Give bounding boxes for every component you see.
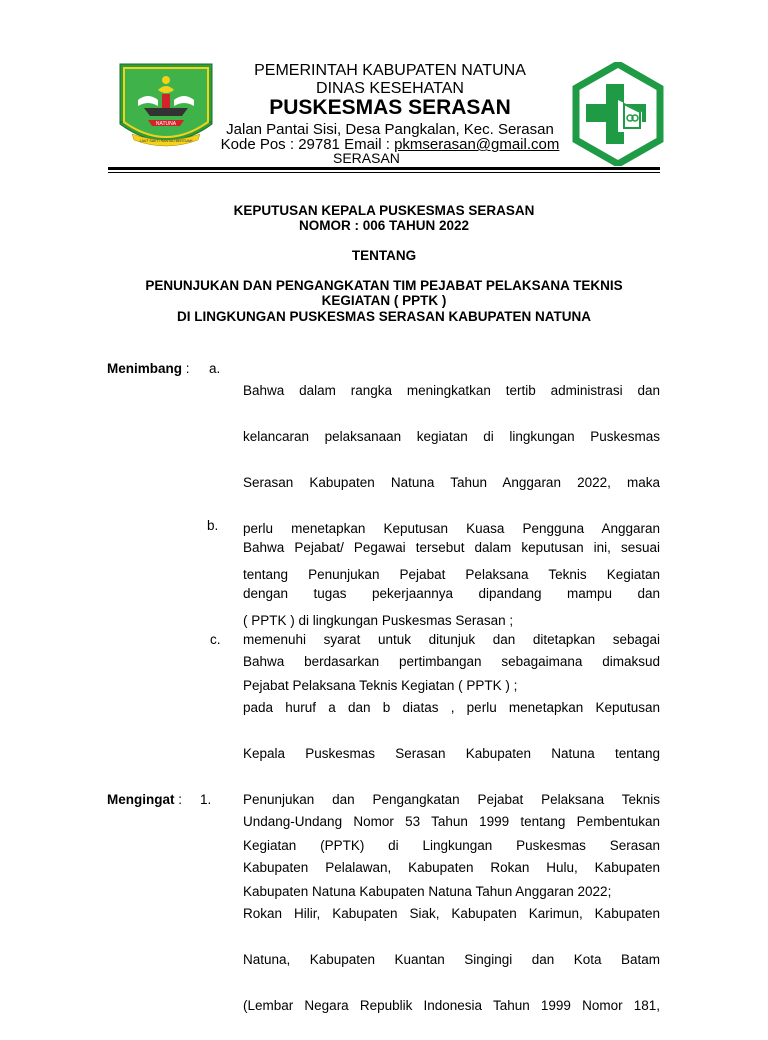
kabupaten-natuna-logo — [118, 62, 214, 154]
menimbang-item-c-marker: c. — [210, 632, 221, 647]
text-line: (Lembar Negara Republik Indonesia Tahun 1999 Nomor 181, — [243, 998, 660, 1013]
text-line: Undang-Undang Nomor 53 Tahun 1999 tentang Pembentukan — [243, 814, 660, 829]
text-line: memenuhi syarat untuk ditunjuk dan ditetapkan sebagai — [243, 632, 660, 647]
header-address: Jalan Pantai Sisi, Desa Pangkalan, Kec. Serasan — [226, 121, 554, 138]
header-divider-thin — [108, 172, 660, 173]
text-line: Pejabat Pelaksana Teknis Kegiatan ( PPTK ) ; — [243, 678, 518, 693]
header-divider-thick — [108, 167, 660, 170]
text-line: Bahwa Pejabat/ Pegawai tersebut dalam keputusan ini, sesuai — [243, 540, 660, 555]
text-line: tentang Penunjukan Pejabat Pelaksana Teknis Kegiatan — [243, 567, 660, 582]
puskesmas-cross-logo — [572, 62, 664, 166]
header-email-link[interactable]: pkmserasan@gmail.com — [394, 136, 560, 153]
header-location: SERASAN — [333, 150, 400, 166]
decree-number: NOMOR : 006 TAHUN 2022 — [298, 218, 470, 233]
header-department: DINAS KESEHATAN — [316, 80, 464, 97]
text-line: Kabupaten Pelalawan, Kabupaten Rokan Hulu, Kabupaten — [243, 860, 660, 875]
text-line: kelancaran pelaksanaan kegiatan di lingkungan Puskesmas — [243, 429, 660, 444]
decree-about-label: TENTANG — [351, 248, 417, 263]
text-line: Natuna, Kabupaten Kuantan Singingi dan Kota Batam — [243, 952, 660, 967]
menimbang-item-a-marker: a. — [209, 361, 221, 376]
text-line: Bahwa berdasarkan pertimbangan sebagaimana dimaksud — [243, 654, 660, 669]
text-line: dengan tugas pekerjaannya dipandang mampu dan — [243, 586, 660, 601]
mengingat-item-1-text — [243, 787, 660, 1040]
decree-title: KEPUTUSAN KEPALA PUSKESMAS SERASAN — [233, 203, 535, 218]
text-line: Penunjukan dan Pengangkatan Pejabat Pelaksana Teknis — [243, 792, 660, 807]
logo-left-text: NATUNA — [155, 121, 177, 127]
text-line: ( PPTK ) di lingkungan Puskesmas Serasan ; — [243, 613, 514, 628]
mengingat-item-1-marker: 1. — [200, 792, 212, 807]
text-line: Bahwa dalam rangka meningkatkan tertib administrasi dan — [243, 383, 660, 398]
text-line: Kabupaten Natuna Kabupaten Natuna Tahun Anggaran 2022; — [243, 884, 612, 899]
decree-subject-line1: PENUNJUKAN DAN PENGANGKATAN TIM PEJABAT PELAKSANA TEKNIS — [145, 278, 623, 293]
decree-subject-line2: KEGIATAN ( PPTK ) — [321, 293, 447, 308]
text-line: pada huruf a dan b diatas , perlu menetapkan Keputusan — [243, 700, 660, 715]
logo-left-ribbon: LAUT SAKTI RANTAU BERTUAH — [139, 139, 193, 143]
text-line: Rokan Hilir, Kabupaten Siak, Kabupaten Karimun, Kabupaten — [243, 906, 660, 921]
mengingat-label: Mengingat : — [107, 792, 183, 807]
header-puskesmas-name: PUSKESMAS SERASAN — [269, 96, 511, 119]
menimbang-item-b-marker: b. — [207, 518, 219, 533]
text-line: Kepala Puskesmas Serasan Kabupaten Natuna tentang — [243, 746, 660, 761]
decree-subject-line3: DI LINGKUNGAN PUSKESMAS SERASAN KABUPATEN NATUNA — [176, 309, 591, 324]
header-postal-code: Kode Pos : 29781 Email : — [220, 136, 395, 153]
text-line: Serasan Kabupaten Natuna Tahun Anggaran 2022, maka — [243, 475, 660, 490]
menimbang-label: Menimbang : — [107, 361, 190, 376]
header-government: PEMERINTAH KABUPATEN NATUNA — [254, 62, 526, 79]
text-line: perlu menetapkan Keputusan Kuasa Pengguna Anggaran — [243, 521, 660, 536]
text-line: Kegiatan (PPTK) di Lingkungan Puskesmas Serasan — [243, 838, 660, 853]
